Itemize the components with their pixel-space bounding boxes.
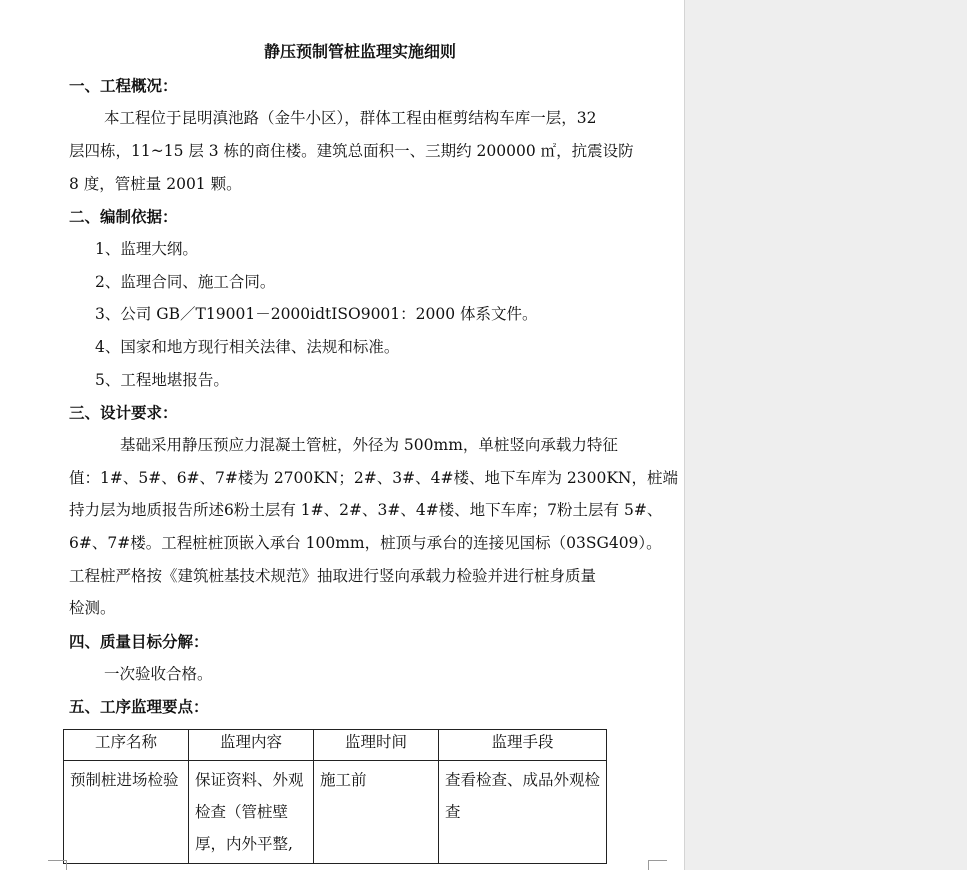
process-table	[63, 729, 607, 864]
overview-line-3: 8 度，管桩量 2001 颗。	[69, 175, 242, 193]
editor-background	[685, 0, 967, 870]
basis-item-2: 2、监理合同、施工合同。	[95, 273, 276, 291]
section-heading-overview: 一、工程概况：	[69, 76, 178, 95]
design-line-3: 持力层为地质报告所述6粉土层有 1#、2#、3#、4#楼、地下车库；7粉土层有 5#、	[69, 501, 663, 519]
design-line-1: 基础采用静压预应力混凝土管桩，外径为 500mm，单桩竖向承载力特征	[120, 436, 618, 454]
basis-item-5: 5、工程地堪报告。	[95, 371, 229, 389]
basis-item-3: 3、公司 GB／T19001－2000idtISO9001：2000 体系文件。	[95, 305, 538, 323]
table-cell: 查看检查、成品外观检查	[439, 761, 607, 864]
table-cell: 施工前	[314, 761, 439, 864]
section-heading-design: 三、设计要求：	[69, 403, 178, 422]
table-header-cell: 监理时间	[314, 730, 439, 761]
table-header-cell: 监理手段	[439, 730, 607, 761]
design-line-6: 检测。	[69, 599, 116, 617]
basis-item-1: 1、监理大纲。	[95, 240, 198, 258]
overview-line-2: 层四栋，11~15 层 3 栋的商住楼。建筑总面积一、三期约 200000 ㎡，抗震设防	[69, 142, 634, 160]
overview-line-1: 本工程位于昆明滇池路（金牛小区），群体工程由框剪结构车库一层，32	[104, 109, 597, 127]
table-cell: 保证资料、外观检查（管桩壁厚，内外平整,	[189, 761, 314, 864]
quality-line-1: 一次验收合格。	[104, 665, 213, 683]
design-line-4: 6#、7#楼。工程桩桩顶嵌入承台 100mm，桩顶与承台的连接见国标（03SG409）。	[69, 534, 662, 552]
table-cell: 预制桩进场检验	[64, 761, 189, 864]
design-line-5: 工程桩严格按《建筑桩基技术规范》抽取进行竖向承载力检验并进行桩身质量	[69, 567, 597, 585]
basis-item-4: 4、国家和地方现行相关法律、法规和标准。	[95, 338, 400, 356]
table-header-cell: 工序名称	[64, 730, 189, 761]
section-heading-quality: 四、质量目标分解：	[69, 632, 209, 651]
page-corner-mark	[648, 860, 667, 870]
document-title: 静压预制管桩监理实施细则	[263, 42, 456, 61]
design-line-2: 值：1#、5#、6#、7#楼为 2700KN；2#、3#、4#楼、地下车库为 2300KN，桩端	[69, 469, 678, 487]
table-header-row	[64, 730, 607, 761]
table-header-cell: 监理内容	[189, 730, 314, 761]
section-heading-process: 五、工序监理要点：	[69, 697, 209, 716]
page-corner-mark	[48, 860, 67, 870]
table-row	[64, 761, 607, 864]
section-heading-basis: 二、编制依据：	[69, 207, 178, 226]
